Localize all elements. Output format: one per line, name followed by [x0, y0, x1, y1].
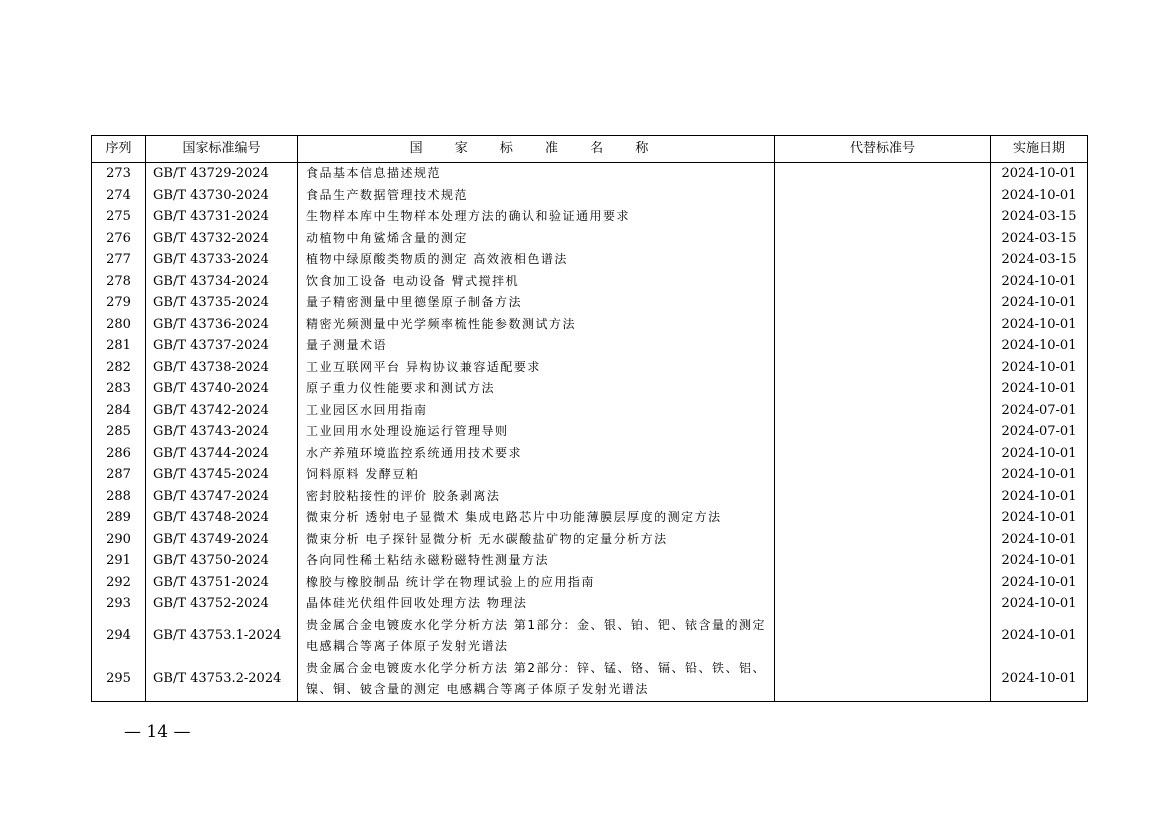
row-replace — [775, 443, 991, 465]
row-replace — [775, 292, 991, 314]
row-name: 橡胶与橡胶制品 统计学在物理试验上的应用指南 — [298, 572, 775, 594]
row-replace — [775, 185, 991, 207]
table-row — [92, 443, 1088, 465]
row-code: GB/T 43750-2024 — [146, 550, 298, 572]
row-replace — [775, 206, 991, 228]
row-date: 2024-10-01 — [991, 292, 1088, 314]
row-replace — [775, 357, 991, 379]
row-replace — [775, 593, 991, 615]
table-header-row — [92, 136, 1088, 163]
row-seq: 275 — [92, 206, 146, 228]
row-replace — [775, 464, 991, 486]
table-row — [92, 163, 1088, 185]
row-code: GB/T 43737-2024 — [146, 335, 298, 357]
row-seq: 284 — [92, 400, 146, 422]
row-date: 2024-10-01 — [991, 486, 1088, 508]
row-seq: 283 — [92, 378, 146, 400]
row-code: GB/T 43751-2024 — [146, 572, 298, 594]
row-seq: 291 — [92, 550, 146, 572]
row-seq: 280 — [92, 314, 146, 336]
row-code: GB/T 43732-2024 — [146, 228, 298, 250]
row-replace — [775, 249, 991, 271]
row-date: 2024-10-01 — [991, 464, 1088, 486]
row-date: 2024-03-15 — [991, 206, 1088, 228]
row-replace — [775, 335, 991, 357]
header-code: 国家标准编号 — [146, 136, 298, 163]
row-replace — [775, 615, 991, 658]
row-name: 原子重力仪性能要求和测试方法 — [298, 378, 775, 400]
row-name: 贵金属合金电镀废水化学分析方法 第2部分：锌、锰、铬、镉、铅、铁、铝、镍、铜、铍含量的测定 电感耦合等离子体原子发射光谱法 — [298, 658, 775, 702]
row-seq: 274 — [92, 185, 146, 207]
row-code: GB/T 43742-2024 — [146, 400, 298, 422]
row-date: 2024-10-01 — [991, 550, 1088, 572]
row-name: 精密光频测量中光学频率梳性能参数测试方法 — [298, 314, 775, 336]
row-replace — [775, 529, 991, 551]
row-name: 工业互联网平台 异构协议兼容适配要求 — [298, 357, 775, 379]
row-code: GB/T 43740-2024 — [146, 378, 298, 400]
row-name: 量子测量术语 — [298, 335, 775, 357]
row-date: 2024-10-01 — [991, 572, 1088, 594]
table-row — [92, 615, 1088, 658]
row-code: GB/T 43749-2024 — [146, 529, 298, 551]
row-seq: 294 — [92, 615, 146, 658]
table-row — [92, 335, 1088, 357]
row-code: GB/T 43748-2024 — [146, 507, 298, 529]
row-date: 2024-10-01 — [991, 271, 1088, 293]
row-replace — [775, 572, 991, 594]
row-code: GB/T 43744-2024 — [146, 443, 298, 465]
row-seq: 279 — [92, 292, 146, 314]
row-date: 2024-10-01 — [991, 615, 1088, 658]
row-seq: 288 — [92, 486, 146, 508]
row-replace — [775, 400, 991, 422]
table-row — [92, 185, 1088, 207]
row-name: 饲料原料 发酵豆粕 — [298, 464, 775, 486]
row-code: GB/T 43733-2024 — [146, 249, 298, 271]
table-row — [92, 378, 1088, 400]
row-name: 动植物中角鲨烯含量的测定 — [298, 228, 775, 250]
table-row — [92, 550, 1088, 572]
row-seq: 285 — [92, 421, 146, 443]
row-name: 各向同性稀土粘结永磁粉磁特性测量方法 — [298, 550, 775, 572]
table-row — [92, 486, 1088, 508]
row-seq: 286 — [92, 443, 146, 465]
row-seq: 281 — [92, 335, 146, 357]
row-name: 微束分析 透射电子显微术 集成电路芯片中功能薄膜层厚度的测定方法 — [298, 507, 775, 529]
row-date: 2024-03-15 — [991, 228, 1088, 250]
row-date: 2024-10-01 — [991, 335, 1088, 357]
table-row — [92, 400, 1088, 422]
table-row — [92, 658, 1088, 702]
row-replace — [775, 228, 991, 250]
table-row — [92, 572, 1088, 594]
row-date: 2024-07-01 — [991, 400, 1088, 422]
row-date: 2024-10-01 — [991, 507, 1088, 529]
row-seq: 276 — [92, 228, 146, 250]
row-date: 2024-10-01 — [991, 163, 1088, 185]
row-name: 食品生产数据管理技术规范 — [298, 185, 775, 207]
row-code: GB/T 43729-2024 — [146, 163, 298, 185]
table-row — [92, 507, 1088, 529]
row-code: GB/T 43753.2-2024 — [146, 658, 298, 702]
row-code: GB/T 43743-2024 — [146, 421, 298, 443]
row-seq: 282 — [92, 357, 146, 379]
row-seq: 273 — [92, 163, 146, 185]
row-replace — [775, 378, 991, 400]
row-code: GB/T 43736-2024 — [146, 314, 298, 336]
table-row — [92, 249, 1088, 271]
row-seq: 278 — [92, 271, 146, 293]
table-row — [92, 357, 1088, 379]
row-name: 贵金属合金电镀废水化学分析方法 第1部分：金、银、铂、钯、铱含量的测定 电感耦合等离子体原子发射光谱法 — [298, 615, 775, 658]
row-name: 植物中绿原酸类物质的测定 高效液相色谱法 — [298, 249, 775, 271]
header-name: 国 家 标 准 名 称 — [298, 136, 775, 163]
table-row — [92, 464, 1088, 486]
row-name: 水产养殖环境监控系统通用技术要求 — [298, 443, 775, 465]
row-code: GB/T 43745-2024 — [146, 464, 298, 486]
row-name: 微束分析 电子探针显微分析 无水碳酸盐矿物的定量分析方法 — [298, 529, 775, 551]
row-replace — [775, 507, 991, 529]
row-seq: 290 — [92, 529, 146, 551]
row-replace — [775, 658, 991, 702]
row-name: 量子精密测量中里德堡原子制备方法 — [298, 292, 775, 314]
row-replace — [775, 550, 991, 572]
row-replace — [775, 421, 991, 443]
row-name: 工业园区水回用指南 — [298, 400, 775, 422]
row-date: 2024-10-01 — [991, 378, 1088, 400]
row-name: 食品基本信息描述规范 — [298, 163, 775, 185]
row-replace — [775, 314, 991, 336]
row-date: 2024-07-01 — [991, 421, 1088, 443]
row-name: 生物样本库中生物样本处理方法的确认和验证通用要求 — [298, 206, 775, 228]
table-body — [92, 163, 1088, 702]
header-date: 实施日期 — [991, 136, 1088, 163]
row-code: GB/T 43738-2024 — [146, 357, 298, 379]
table-row — [92, 421, 1088, 443]
row-seq: 293 — [92, 593, 146, 615]
table-row — [92, 593, 1088, 615]
row-date: 2024-10-01 — [991, 185, 1088, 207]
standards-table — [91, 135, 1088, 702]
row-seq: 295 — [92, 658, 146, 702]
table-row — [92, 271, 1088, 293]
row-code: GB/T 43731-2024 — [146, 206, 298, 228]
row-code: GB/T 43730-2024 — [146, 185, 298, 207]
row-name: 工业回用水处理设施运行管理导则 — [298, 421, 775, 443]
row-date: 2024-10-01 — [991, 443, 1088, 465]
row-date: 2024-03-15 — [991, 249, 1088, 271]
row-seq: 277 — [92, 249, 146, 271]
row-code: GB/T 43752-2024 — [146, 593, 298, 615]
table-row — [92, 206, 1088, 228]
row-date: 2024-10-01 — [991, 357, 1088, 379]
row-name: 密封胶粘接性的评价 胶条剥离法 — [298, 486, 775, 508]
row-code: GB/T 43753.1-2024 — [146, 615, 298, 658]
row-seq: 287 — [92, 464, 146, 486]
row-seq: 292 — [92, 572, 146, 594]
row-date: 2024-10-01 — [991, 529, 1088, 551]
table-row — [92, 529, 1088, 551]
row-date: 2024-10-01 — [991, 314, 1088, 336]
header-replace: 代替标准号 — [775, 136, 991, 163]
row-date: 2024-10-01 — [991, 658, 1088, 702]
page-number: — 14 — — [124, 722, 191, 742]
row-seq: 289 — [92, 507, 146, 529]
row-name: 晶体硅光伏组件回收处理方法 物理法 — [298, 593, 775, 615]
row-code: GB/T 43735-2024 — [146, 292, 298, 314]
row-code: GB/T 43747-2024 — [146, 486, 298, 508]
table-row — [92, 292, 1088, 314]
header-seq: 序列 — [92, 136, 146, 163]
row-replace — [775, 271, 991, 293]
row-name: 饮食加工设备 电动设备 臂式搅拌机 — [298, 271, 775, 293]
row-replace — [775, 486, 991, 508]
table-row — [92, 228, 1088, 250]
row-date: 2024-10-01 — [991, 593, 1088, 615]
table-row — [92, 314, 1088, 336]
row-replace — [775, 163, 991, 185]
row-code: GB/T 43734-2024 — [146, 271, 298, 293]
